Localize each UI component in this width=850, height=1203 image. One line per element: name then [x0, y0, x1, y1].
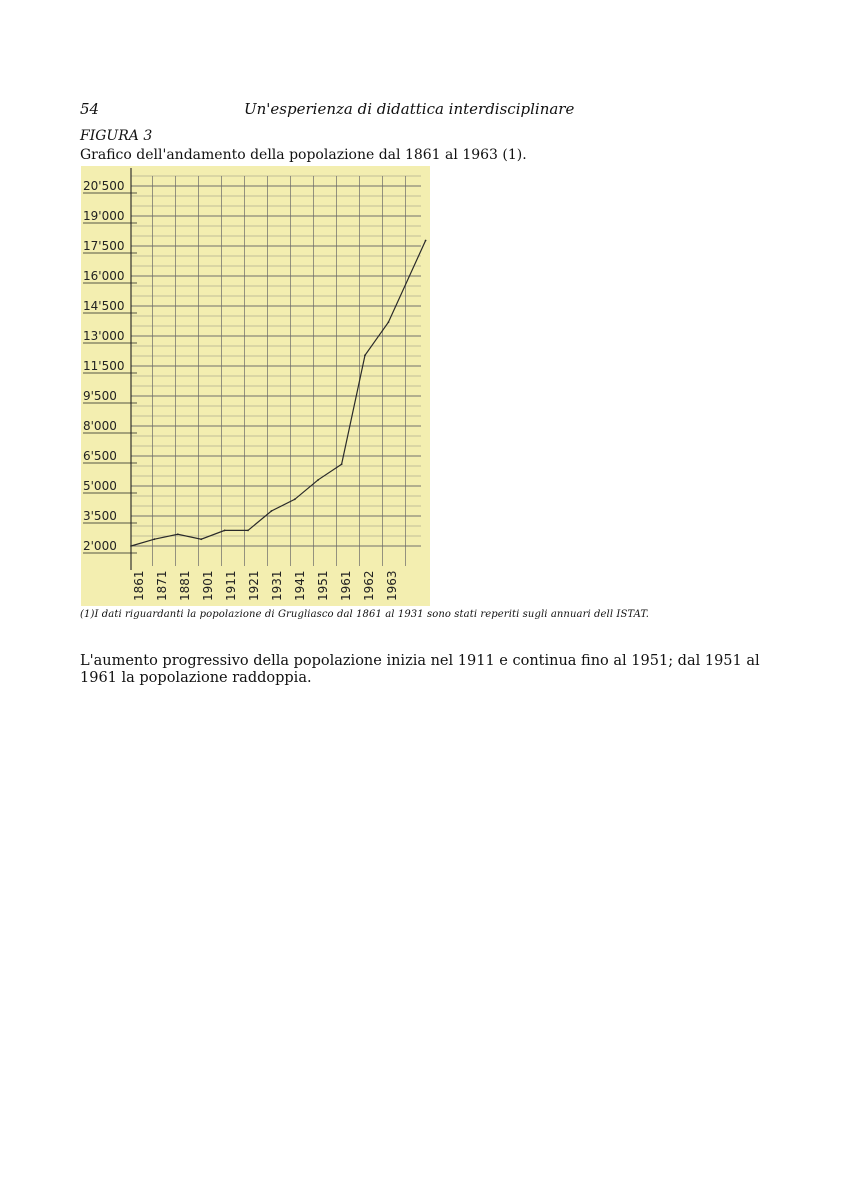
body-paragraph: L'aumento progressivo della popolazione inizia nel 1911 e continua fino al 1951; dal 1951 al 1961 la popolazione raddoppia. — [80, 653, 760, 686]
x-tick-label: 1941 — [293, 570, 307, 601]
x-tick-label: 1901 — [201, 570, 215, 601]
y-tick-label: 14'500 — [83, 299, 125, 313]
page-number: 54 — [80, 100, 100, 118]
x-tick-label: 1911 — [224, 570, 238, 601]
y-tick-label: 9'500 — [83, 389, 117, 403]
y-tick-label: 3'500 — [83, 509, 117, 523]
x-tick-label: 1931 — [270, 570, 284, 601]
figure-footnote: (1)I dati riguardanti la popolazione di Grugliasco dal 1861 al 1931 sono stati reperiti sugli annuari dell ISTAT. — [80, 609, 650, 620]
figure-label: FIGURA 3 — [80, 128, 153, 144]
data-point — [341, 463, 343, 465]
y-tick-label: 6'500 — [83, 449, 117, 463]
figure-caption: Grafico dell'andamento della popolazione dal 1861 al 1963 (1). — [80, 147, 527, 163]
data-point — [271, 510, 273, 512]
running-title: Un'esperienza di didattica interdisciplinare — [244, 100, 575, 118]
x-tick-label: 1921 — [247, 570, 261, 601]
y-tick-label: 2'000 — [83, 539, 117, 553]
x-tick-label: 1861 — [132, 570, 146, 601]
y-tick-label: 20'500 — [83, 179, 125, 193]
x-tick-label: 1951 — [316, 570, 330, 601]
y-tick-label: 17'500 — [83, 239, 125, 253]
x-tick-label: 1871 — [155, 570, 169, 601]
data-point — [154, 538, 156, 540]
data-point — [294, 498, 296, 500]
data-point — [200, 538, 202, 540]
data-point — [130, 545, 132, 547]
data-point — [177, 533, 179, 535]
data-point — [247, 530, 249, 532]
data-point — [224, 530, 226, 532]
y-tick-label: 11'500 — [83, 359, 125, 373]
y-tick-label: 13'000 — [83, 329, 125, 343]
data-point — [364, 354, 366, 356]
y-tick-label: 16'000 — [83, 269, 125, 283]
y-tick-label: 19'000 — [83, 209, 125, 223]
data-point — [388, 321, 390, 323]
y-tick-label: 8'000 — [83, 419, 117, 433]
chart-svg — [81, 166, 430, 606]
x-tick-label: 1963 — [385, 570, 399, 601]
data-point — [425, 240, 427, 242]
x-tick-label: 1961 — [339, 570, 353, 601]
x-tick-label: 1962 — [362, 570, 376, 601]
x-tick-label: 1881 — [178, 570, 192, 601]
data-point — [317, 479, 319, 481]
population-chart — [81, 166, 430, 606]
y-tick-label: 5'000 — [83, 479, 117, 493]
